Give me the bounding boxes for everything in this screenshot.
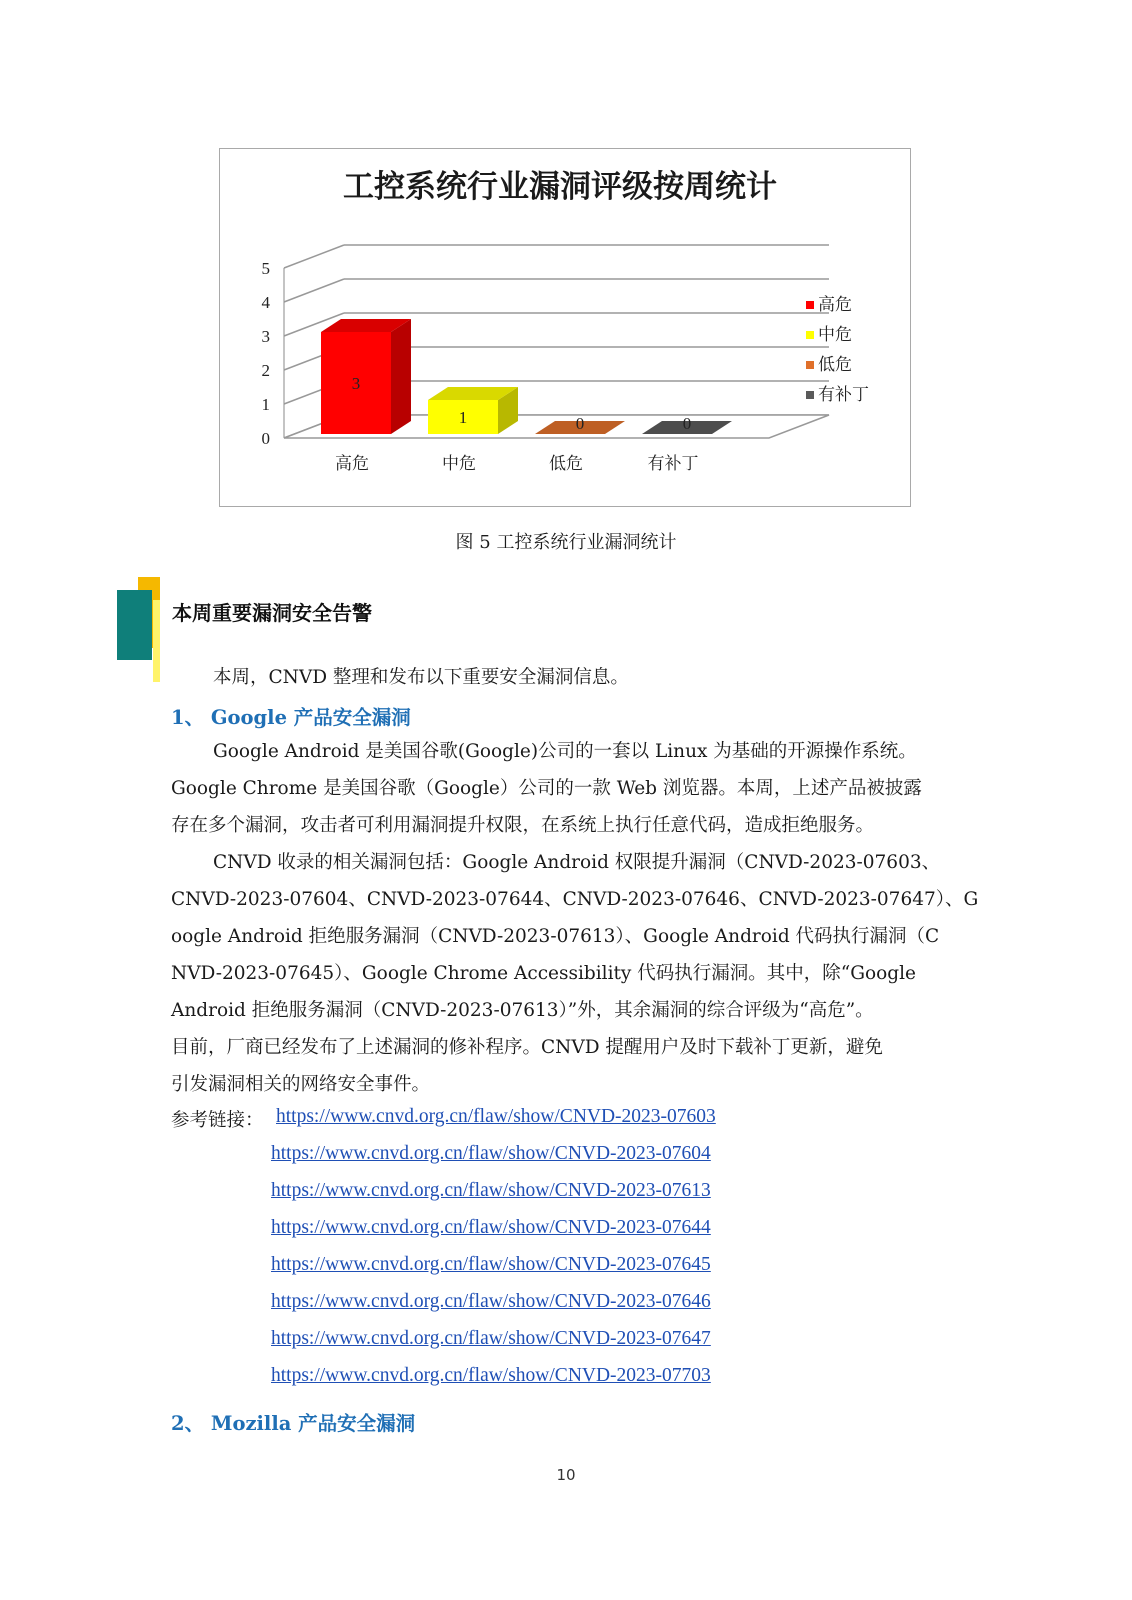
item-heading-mozilla: 2、 Mozilla 产品安全漏洞 (171, 1412, 416, 1435)
data-label: 1 (458, 408, 468, 427)
y-tick-label: 2 (261, 361, 270, 380)
section-title: 本周重要漏洞安全告警 (172, 601, 372, 625)
chart-title: 工控系统行业漏洞评级按周统计 (343, 169, 777, 205)
body-line: 目前，厂商已经发布了上述漏洞的修补程序。CNVD 提醒用户及时下载补丁更新，避免 (171, 1037, 883, 1058)
bar (321, 319, 411, 434)
reference-link[interactable]: https://www.cnvd.org.cn/flaw/show/CNVD-2023-07645 (271, 1254, 711, 1275)
x-tick-label: 高危 (335, 454, 369, 474)
y-tick-label: 0 (261, 429, 270, 448)
legend-label: 中危 (818, 325, 852, 345)
legend-swatch (806, 391, 814, 399)
y-tick-label: 5 (261, 259, 270, 278)
legend-swatch (806, 361, 814, 369)
gridline-side (284, 245, 344, 268)
reference-link[interactable]: https://www.cnvd.org.cn/flaw/show/CNVD-2023-07644 (271, 1217, 711, 1238)
reference-link[interactable]: https://www.cnvd.org.cn/flaw/show/CNVD-2023-07613 (271, 1180, 711, 1201)
y-tick-label: 1 (261, 395, 270, 414)
chart-container (219, 148, 911, 507)
legend-label: 有补丁 (818, 385, 869, 405)
body-line: NVD-2023-07645）、Google Chrome Accessibility 代码执行漏洞。其中，除“Google (171, 963, 916, 984)
body-line: Android 拒绝服务漏洞（CNVD-2023-07613）”外，其余漏洞的综合评级为“高危”。 (171, 1000, 874, 1021)
reference-link[interactable]: https://www.cnvd.org.cn/flaw/show/CNVD-2023-07646 (271, 1291, 711, 1312)
legend-label: 高危 (818, 295, 852, 315)
data-label: 3 (351, 374, 361, 393)
reference-link[interactable]: https://www.cnvd.org.cn/flaw/show/CNVD-2023-07647 (271, 1328, 711, 1349)
reference-link[interactable]: https://www.cnvd.org.cn/flaw/show/CNVD-2023-07703 (271, 1365, 711, 1386)
section-decoration-lightyellow (153, 600, 160, 682)
section-decoration-teal (117, 590, 152, 660)
gridline-side (284, 279, 344, 302)
item-heading-google: 1、 Google 产品安全漏洞 (171, 706, 411, 729)
intro-paragraph: 本周，CNVD 整理和发布以下重要安全漏洞信息。 (213, 667, 629, 688)
y-tick-label: 3 (261, 327, 270, 346)
x-tick-label: 中危 (442, 454, 476, 474)
body-line: oogle Android 拒绝服务漏洞（CNVD-2023-07613）、Google Android 代码执行漏洞（C (171, 926, 940, 947)
body-line: 引发漏洞相关的网络安全事件。 (171, 1074, 431, 1095)
body-line: CNVD 收录的相关漏洞包括：Google Android 权限提升漏洞（CNVD-2023-07603、 (213, 852, 941, 873)
bar-chart (220, 149, 912, 508)
legend-swatch (806, 331, 814, 339)
legend-swatch (806, 301, 814, 309)
reference-link[interactable]: https://www.cnvd.org.cn/flaw/show/CNVD-2023-07604 (271, 1143, 711, 1164)
body-line: Google Android 是美国谷歌(Google)公司的一套以 Linux 为基础的开源操作系统。 (213, 741, 917, 762)
x-tick-label: 低危 (549, 454, 583, 474)
x-tick-label: 有补丁 (647, 454, 699, 474)
body-line: 存在多个漏洞，攻击者可利用漏洞提升权限，在系统上执行任意代码，造成拒绝服务。 (171, 815, 875, 836)
reference-link[interactable]: https://www.cnvd.org.cn/flaw/show/CNVD-2023-07603 (276, 1106, 716, 1127)
body-line: Google Chrome 是美国谷歌（Google）公司的一款 Web 浏览器。本周，上述产品被披露 (171, 778, 922, 799)
data-label: 0 (682, 414, 692, 433)
data-label: 0 (575, 414, 585, 433)
y-tick-label: 4 (261, 293, 270, 312)
bar-side (391, 319, 411, 434)
reference-label: 参考链接： (171, 1110, 264, 1131)
body-line: CNVD-2023-07604、CNVD-2023-07644、CNVD-2023-07646、CNVD-2023-07647）、G (171, 889, 979, 910)
figure-caption: 图 5 工控系统行业漏洞统计 (455, 532, 677, 553)
legend-label: 低危 (818, 355, 852, 375)
bar (428, 387, 518, 434)
page-number: 10 (556, 1466, 576, 1484)
